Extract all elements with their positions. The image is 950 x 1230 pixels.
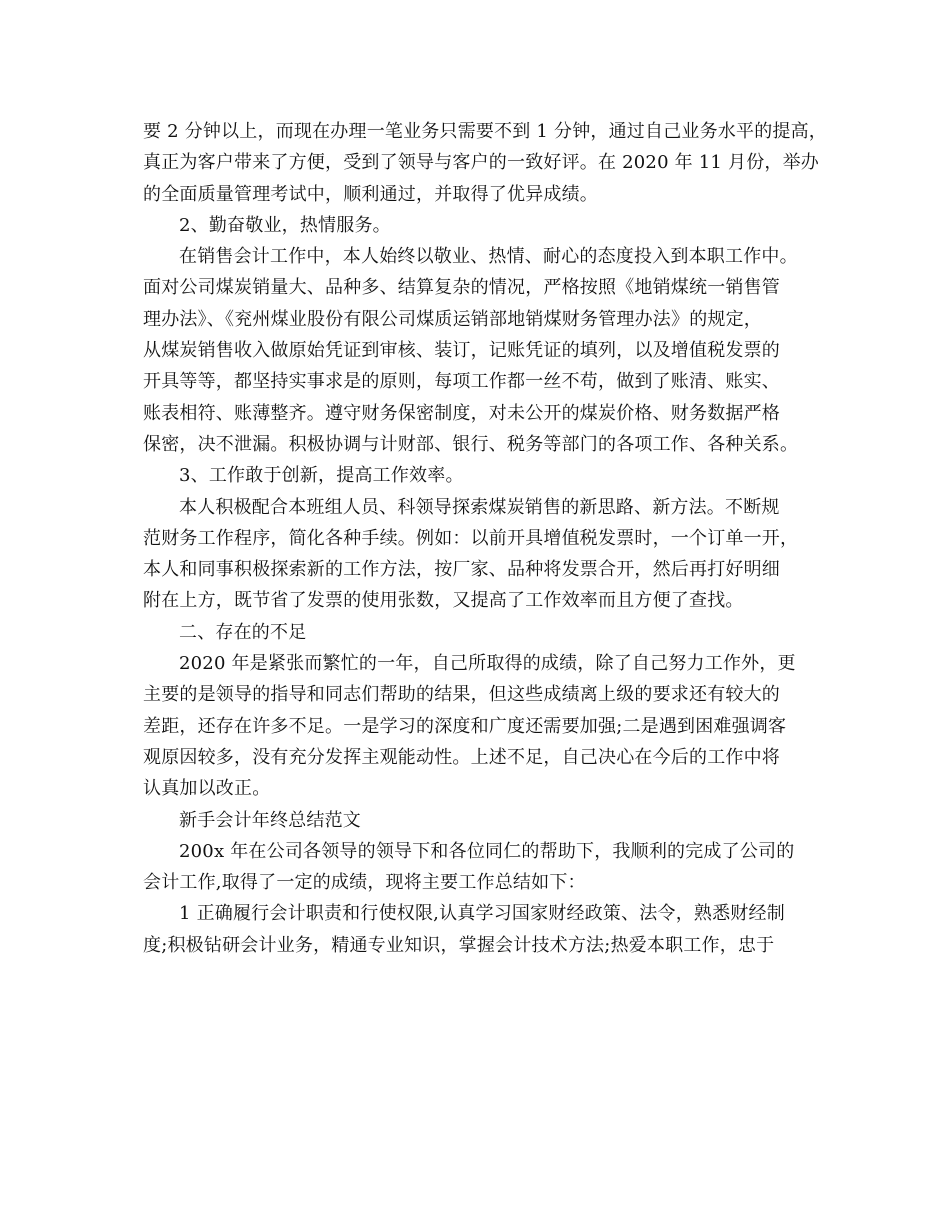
- text-line-25: 会计工作,取得了一定的成绩，现将主要工作总结如下：: [143, 872, 586, 894]
- text-line-14: 范财务工作程序，简化各种手续。例如：以前开具增值税发票时，一个订单一开，: [143, 527, 799, 549]
- text-line-3: 的全面质量管理考试中，顺利通过，并取得了优异成绩。: [143, 183, 598, 205]
- text-line-9: 开具等等，都坚持实事求是的原则，每项工作都一丝不苟，做到了账清、账实、: [143, 371, 780, 393]
- article-title: 新手会计年终总结范文: [179, 809, 361, 831]
- text-line-11: 保密，决不泄漏。积极协调与计财部、银行、税务等部门的各项工作、各种关系。: [143, 433, 799, 455]
- text-line-22: 认真加以改正。: [143, 778, 271, 800]
- text-line-2: 真正为客户带来了方便，受到了领导与客户的一致好评。在 2020 年 11 月份，举办: [143, 152, 819, 174]
- text-line-21: 观原因较多，没有充分发挥主观能动性。上述不足，自己决心在今后的工作中将: [143, 746, 780, 768]
- text-line-7: 理办法》、《兖州煤业股份有限公司煤质运销部地销煤财务管理办法》的规定，: [143, 308, 762, 330]
- section-heading-2: 2、勤奋敬业，热情服务。: [179, 214, 391, 236]
- text-line-20: 差距，还存在许多不足。一是学习的深度和广度还需要加强;二是遇到困难强调客: [143, 715, 787, 737]
- text-line-16: 附在上方，既节省了发票的使用张数，又提高了工作效率而且方便了查找。: [143, 590, 744, 612]
- text-line-1: 要 2 分钟以上，而现在办理一笔业务只需要不到 1 分钟，通过自己业务水平的提高，: [143, 121, 827, 142]
- section-heading-3: 3、工作敢于创新，提高工作效率。: [179, 465, 464, 487]
- text-line-15: 本人和同事积极探索新的工作方法，按厂家、品种将发票合开，然后再打好明细: [143, 559, 780, 581]
- text-line-18: 2020 年是紧张而繁忙的一年，自己所取得的成绩，除了自己努力工作外，更: [179, 653, 796, 675]
- section-heading-shortcomings: 二、存在的不足: [179, 621, 307, 643]
- text-line-5: 在销售会计工作中，本人始终以敬业、热情、耐心的态度投入到本职工作中。: [179, 246, 798, 268]
- text-line-27: 度;积极钻研会计业务，精通专业知识，掌握会计技术方法;热爱本职工作，忠于: [143, 934, 775, 956]
- text-line-6: 面对公司煤炭销量大、品种多、结算复杂的情况，严格按照《地销煤统一销售管: [143, 277, 780, 299]
- text-line-26: 1 正确履行会计职责和行使权限,认真学习国家财经政策、法令，熟悉财经制: [179, 903, 785, 925]
- text-line-10: 账表相符、账薄整齐。遵守财务保密制度，对未公开的煤炭价格、财务数据严格: [143, 402, 780, 424]
- text-line-8: 从煤炭销售收入做原始凭证到审核、装订，记账凭证的填列，以及增值税发票的: [143, 340, 780, 362]
- text-line-13: 本人积极配合本班组人员、科领导探索煤炭销售的新思路、新方法。不断规: [179, 496, 780, 518]
- text-line-24: 200x 年在公司各领导的领导下和各位同仁的帮助下，我顺利的完成了公司的: [179, 840, 795, 862]
- text-line-19: 主要的是领导的指导和同志们帮助的结果，但这些成绩离上级的要求还有较大的: [143, 684, 780, 706]
- document-body: [143, 116, 843, 961]
